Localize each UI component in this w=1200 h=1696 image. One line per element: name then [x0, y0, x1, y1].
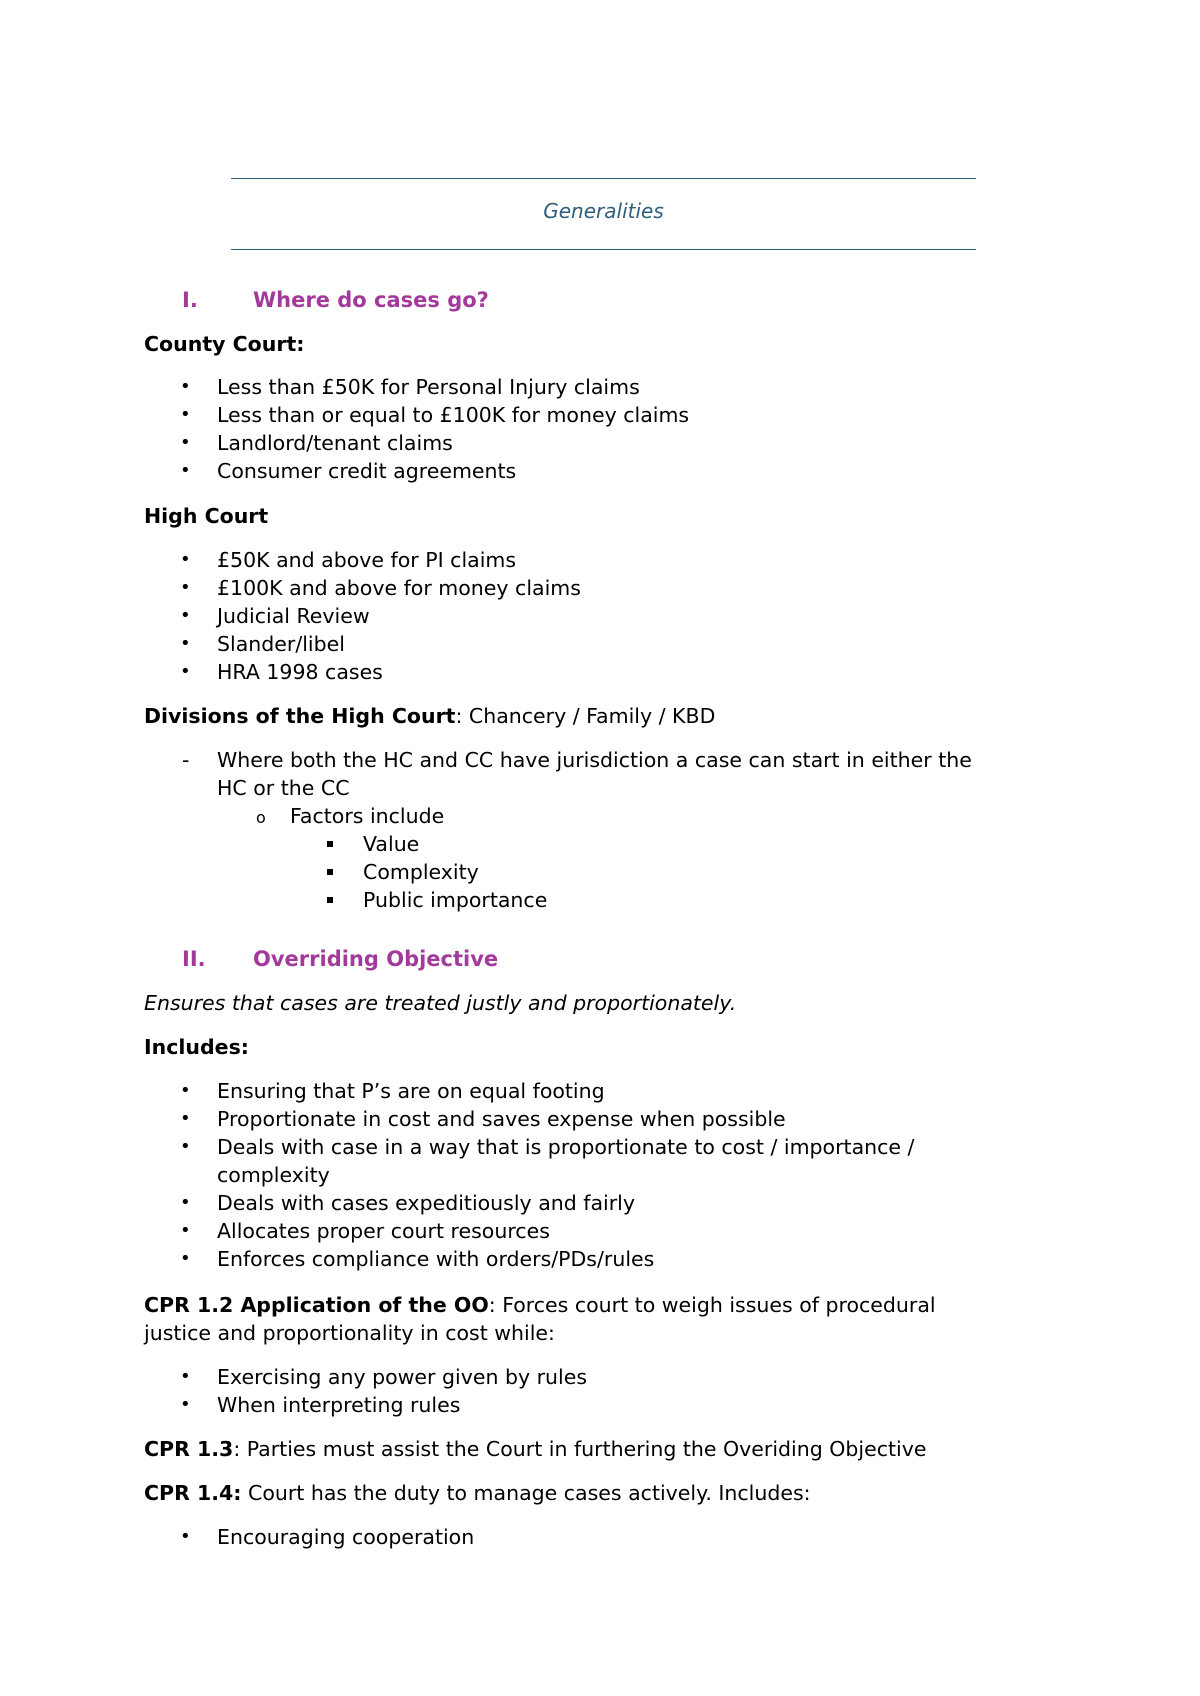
bullet-icon: • — [180, 1108, 191, 1129]
bullet-icon: • — [180, 1366, 191, 1387]
cpr12-line1 — [144, 1293, 936, 1317]
title-block — [231, 178, 976, 250]
cpr13-line — [144, 1437, 926, 1461]
cpr12-line2: justice and proportionality in cost while: — [144, 1321, 555, 1345]
section-heading-1 — [182, 288, 489, 312]
list-item: Judicial Review — [217, 604, 370, 628]
cpr14-line — [144, 1481, 811, 1505]
circle-bullet-icon: o — [256, 808, 266, 827]
bullet-icon: • — [180, 432, 191, 453]
section-heading-2 — [182, 947, 498, 971]
divisions-line — [144, 704, 715, 728]
divisions-text: : Chancery / Family / KBD — [455, 704, 716, 728]
bullet-icon: • — [180, 1248, 191, 1269]
cpr13-label: CPR 1.3 — [144, 1437, 234, 1461]
bullet-icon: • — [180, 404, 191, 425]
bullet-icon: • — [180, 1192, 191, 1213]
cpr12-text: : Forces court to weigh issues of procedural — [488, 1293, 936, 1317]
bullet-icon: • — [180, 605, 191, 626]
bullet-icon: • — [180, 577, 191, 598]
bullet-icon: • — [180, 1394, 191, 1415]
list-item: £50K and above for PI claims — [217, 548, 517, 572]
bullet-icon: • — [180, 376, 191, 397]
divisions-label: Divisions of the High Court — [144, 704, 456, 728]
section-title: Where do cases go? — [253, 288, 489, 312]
list-item: Consumer credit agreements — [217, 459, 517, 483]
county-court-label: County Court: — [144, 332, 305, 356]
list-item: Complexity — [363, 860, 479, 884]
list-item: Value — [363, 832, 420, 856]
square-bullet-icon — [327, 841, 333, 847]
document-page — [144, 0, 1064, 1696]
cpr14-label: CPR 1.4: — [144, 1481, 242, 1505]
includes-label: Includes: — [144, 1035, 249, 1059]
cpr13-text: : Parties must assist the Court in furthering the Overiding Objective — [233, 1437, 927, 1461]
dash-item-line2: HC or the CC — [217, 776, 350, 800]
list-item: Less than or equal to £100K for money claims — [217, 403, 690, 427]
list-item: Ensuring that P’s are on equal footing — [217, 1079, 605, 1103]
list-item: Proportionate in cost and saves expense when possible — [217, 1107, 786, 1131]
bullet-icon: • — [180, 661, 191, 682]
bullet-icon: • — [180, 633, 191, 654]
section-number: II. — [182, 947, 206, 971]
bullet-icon: • — [180, 549, 191, 570]
section-number: I. — [182, 288, 198, 312]
bullet-icon: • — [180, 1136, 191, 1157]
list-item: Less than £50K for Personal Injury claims — [217, 375, 640, 399]
cpr14-text: Court has the duty to manage cases actively. Includes: — [241, 1481, 811, 1505]
square-bullet-icon — [327, 897, 333, 903]
list-item: Encouraging cooperation — [217, 1525, 475, 1549]
list-item: Public importance — [363, 888, 548, 912]
list-item: Slander/libel — [217, 632, 345, 656]
bullet-icon: • — [180, 1526, 191, 1547]
cpr12-label: CPR 1.2 Application of the OO — [144, 1293, 489, 1317]
list-item: Deals with cases expeditiously and fairly — [217, 1191, 636, 1215]
list-item: Exercising any power given by rules — [217, 1365, 588, 1389]
bullet-icon: • — [180, 1220, 191, 1241]
bullet-icon: • — [180, 1080, 191, 1101]
factors-label: Factors include — [290, 804, 445, 828]
bullet-icon: • — [180, 460, 191, 481]
list-item: Enforces compliance with orders/PDs/rules — [217, 1247, 655, 1271]
oo-intro: Ensures that cases are treated justly and proportionately. — [144, 991, 737, 1015]
document-title: Generalities — [543, 199, 664, 223]
square-bullet-icon — [327, 869, 333, 875]
list-item: Allocates proper court resources — [217, 1219, 550, 1243]
list-item-continuation: complexity — [217, 1163, 330, 1187]
list-item: HRA 1998 cases — [217, 660, 383, 684]
dash-item-line1: Where both the HC and CC have jurisdiction a case can start in either the — [217, 748, 972, 772]
high-court-label: High Court — [144, 504, 269, 528]
list-item: Landlord/tenant claims — [217, 431, 453, 455]
dash-icon: - — [182, 748, 190, 772]
section-title: Overriding Objective — [253, 947, 499, 971]
list-item: When interpreting rules — [217, 1393, 461, 1417]
list-item: Deals with case in a way that is proportionate to cost / importance / — [217, 1135, 915, 1159]
list-item: £100K and above for money claims — [217, 576, 581, 600]
